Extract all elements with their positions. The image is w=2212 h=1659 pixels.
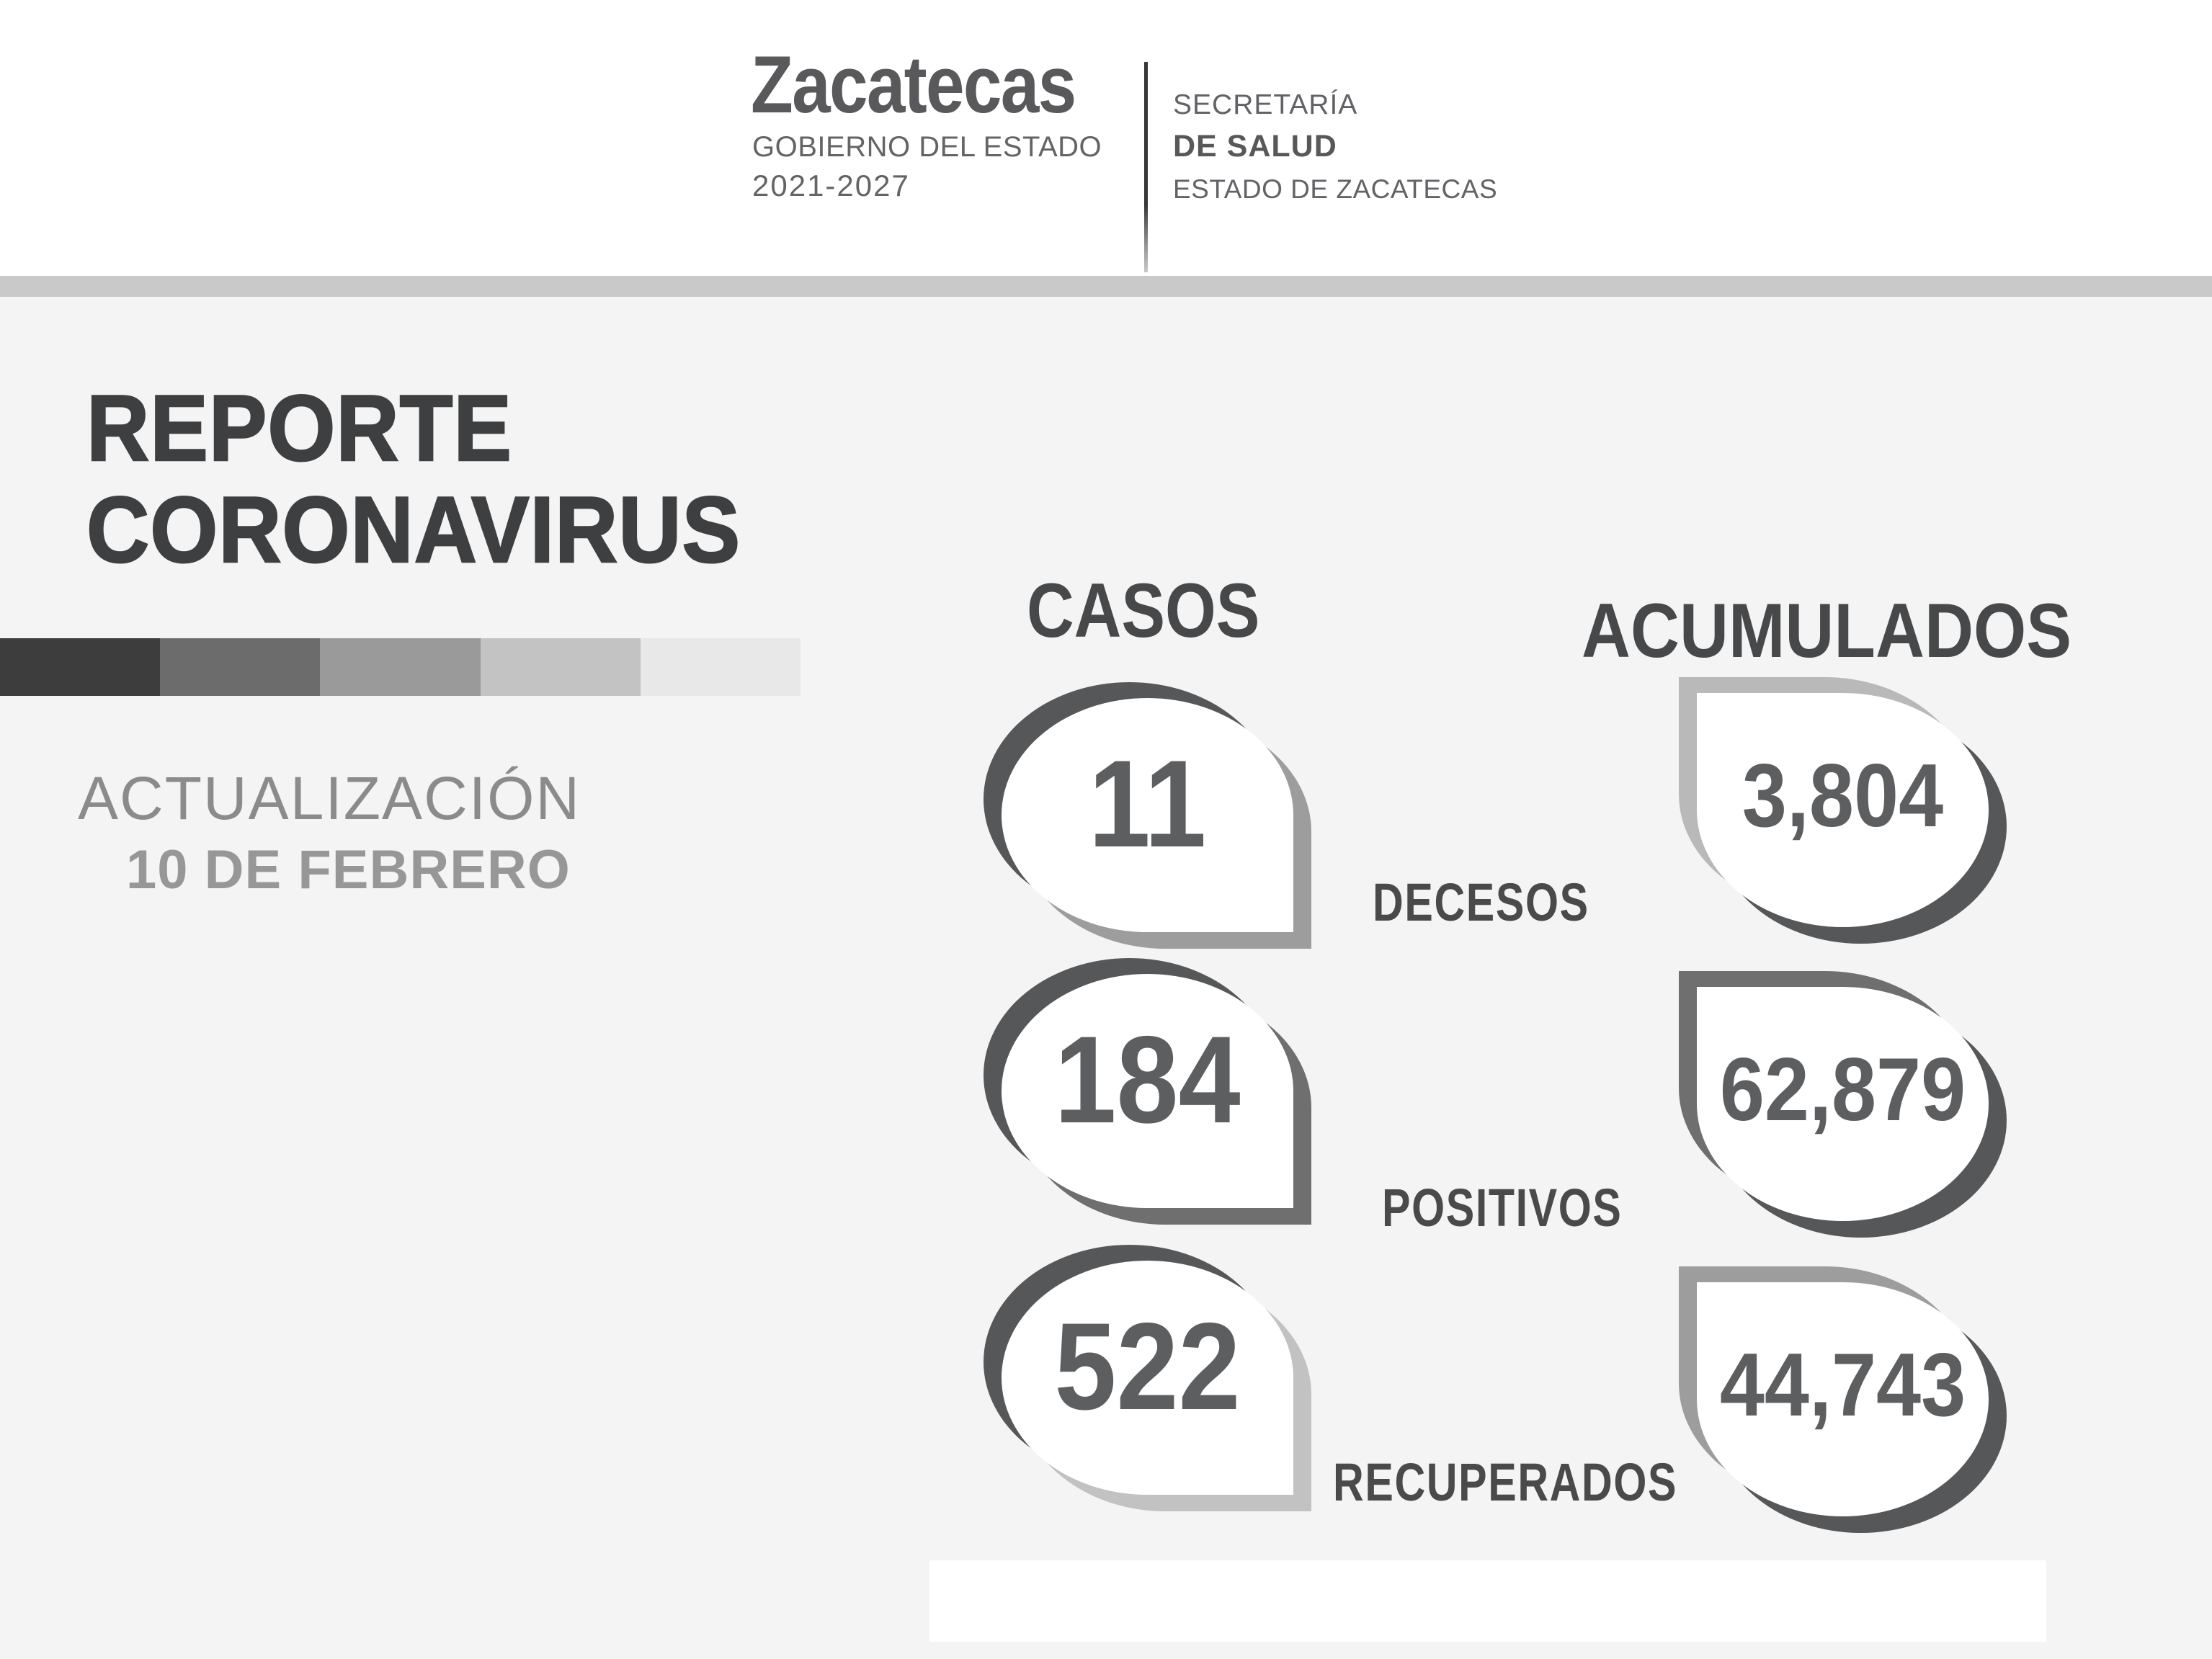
gradient-accent-bar (0, 638, 800, 696)
stat-accumulated-recovered: 44,743 (1719, 1335, 1966, 1435)
page-title-line2: CORONAVIRUS (86, 477, 741, 582)
row-label-recovered: RECUPERADOS (1333, 1452, 1678, 1512)
update-date: 10 DE FEBRERO (126, 839, 571, 900)
row-label-positives: POSITIVOS (1382, 1178, 1623, 1238)
bottom-white-strip (929, 1560, 2046, 1642)
org-name-line2: DE SALUD (1173, 129, 1337, 164)
header-band (0, 0, 2212, 276)
header-content-divider (0, 276, 2212, 297)
org-name-line3: ESTADO DE ZACATECAS (1173, 174, 1498, 204)
row-label-deaths: DECESOS (1373, 872, 1589, 932)
stat-daily-deaths: 11 (1088, 734, 1207, 873)
page-title (86, 377, 741, 581)
stat-daily-recovered: 522 (1054, 1297, 1241, 1436)
bubble-accumulated-recovered (1679, 1266, 2010, 1539)
column-header-daily-cases: CASOS (1027, 567, 1260, 653)
brand-name: Zacatecas (751, 40, 1076, 130)
bubble-accumulated-deaths (1679, 677, 2010, 949)
stat-accumulated-positives: 62,879 (1719, 1039, 1966, 1140)
column-header-accumulated: ACUMULADOS (1582, 587, 2072, 674)
bubble-accumulated-positives (1679, 971, 2010, 1243)
gradient-bar-segment (641, 638, 800, 696)
stat-accumulated-deaths: 3,804 (1741, 746, 1944, 846)
page-title-line1: REPORTE (86, 375, 512, 480)
stat-daily-positives: 184 (1054, 1010, 1241, 1149)
update-label: ACTUALIZACIÓN (78, 764, 581, 832)
bubble-daily-deaths (984, 682, 1315, 954)
bubble-daily-recovered (984, 1245, 1315, 1517)
brand-years: 2021-2027 (752, 169, 910, 202)
gradient-bar-segment (481, 638, 641, 696)
gradient-bar-segment (0, 638, 160, 696)
brand-divider (1144, 62, 1148, 272)
bubble-daily-positives (984, 958, 1315, 1230)
org-name-line1: SECRETARÍA (1173, 89, 1358, 120)
brand-subtitle: GOBIERNO DEL ESTADO (752, 131, 1102, 163)
gradient-bar-segment (320, 638, 480, 696)
gradient-bar-segment (160, 638, 320, 696)
